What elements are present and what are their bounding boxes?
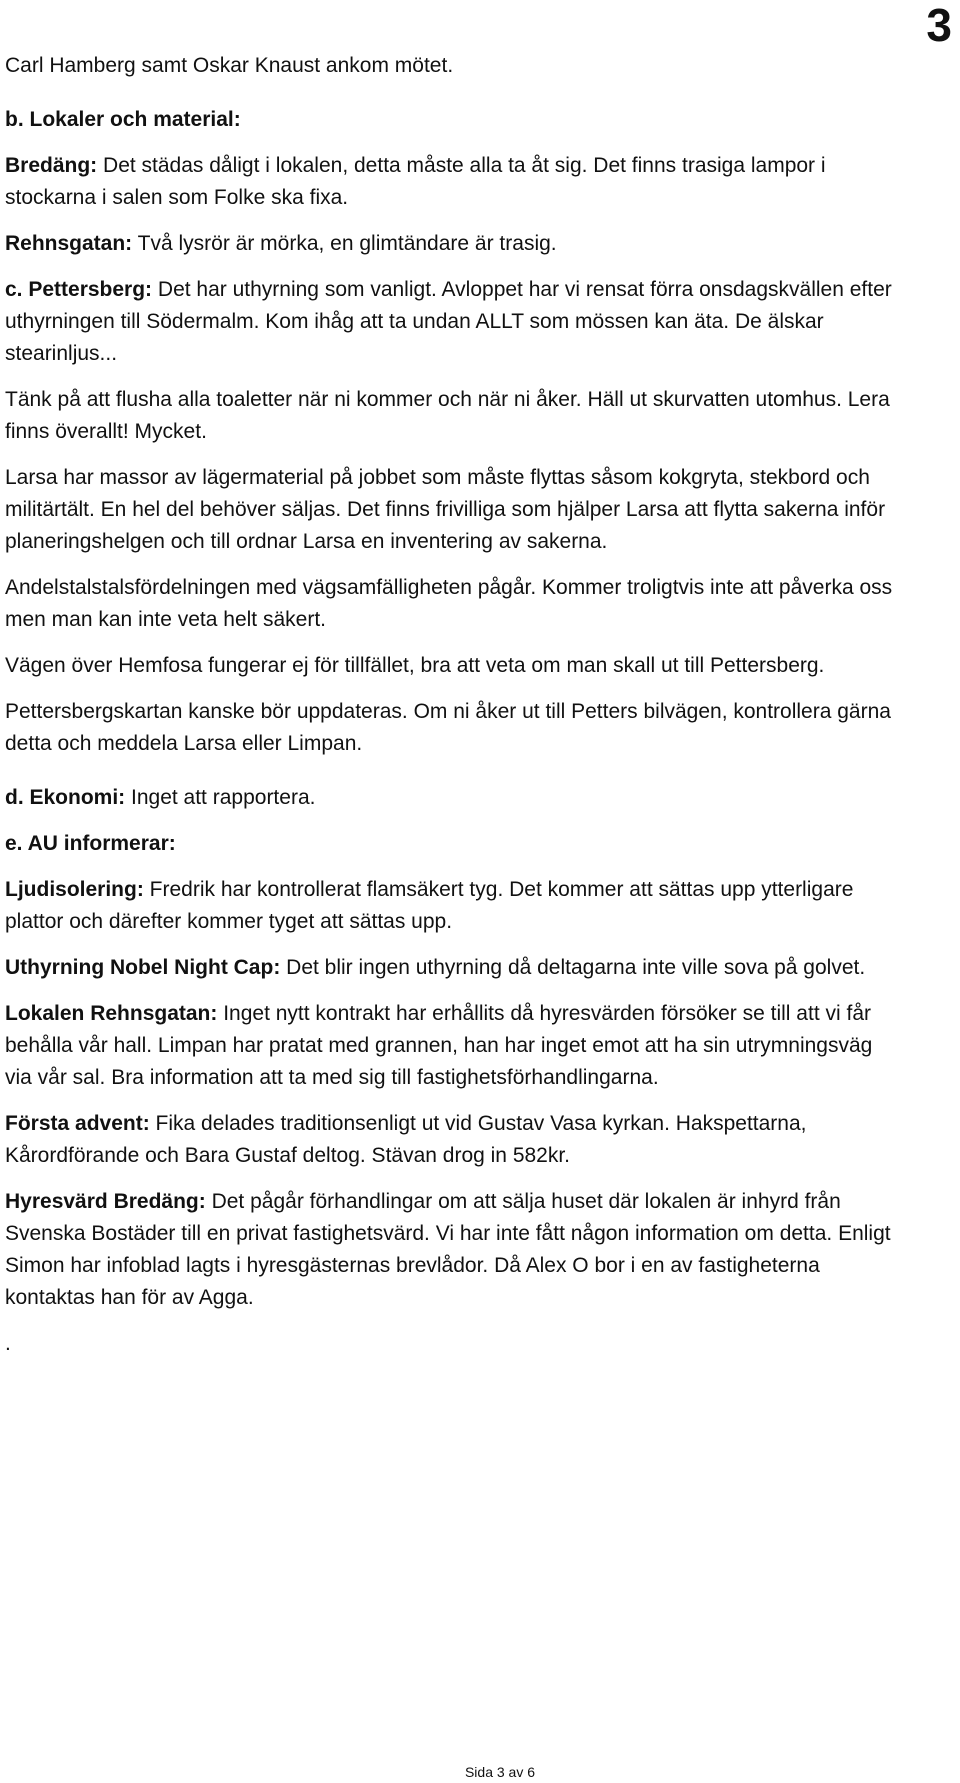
label-bredang: Bredäng: xyxy=(5,154,98,177)
label-ljudisolering: Ljudisolering: xyxy=(5,878,144,901)
paragraph-andelstal: Andelstalstalsfördelningen med vägsamfälligheten pågår. Kommer troligtvis inte att påverka oss men man kan inte veta helt säkert. xyxy=(5,576,893,631)
label-rehnsgatan: Rehnsgatan: xyxy=(5,232,133,255)
label-lokalen-rehnsgatan: Lokalen Rehnsgatan: xyxy=(5,1002,218,1025)
text-forsta-advent: Fika delades traditionsenligt ut vid Gustav Vasa kyrkan. Hakspettarna, Kårordförande och Bara Gustaf deltog. Stävan drog in 582kr. xyxy=(5,1112,807,1167)
paragraph-bredang xyxy=(5,150,905,214)
text-bredang: Det städas dåligt i lokalen, detta måste alla ta åt sig. Det finns trasiga lampor i stockarna i salen som Folke ska fixa. xyxy=(5,154,826,209)
paragraph-rehnsgatan xyxy=(5,228,905,260)
text-lokalen-rehnsgatan: Inget nytt kontrakt har erhållits då hyresvärden försöker se till att vi får behålla vår hall. Limpan har pratat med grannen, han har inget emot att ha sin utrymningsväg via vår sal. Bra information att ta med sig till fastighetsförhandlingarna. xyxy=(5,1002,873,1089)
paragraph-ekonomi xyxy=(5,782,905,814)
paragraph-trailing-dot: . xyxy=(5,1332,11,1355)
heading-au-informerar: e. AU informerar: xyxy=(5,832,176,855)
paragraph-kartan: Pettersbergskartan kanske bör uppdateras. Om ni åker ut till Petters bilvägen, kontrollera gärna detta och meddela Larsa eller Limpan. xyxy=(5,700,891,755)
text-rehnsgatan: Två lysrör är mörka, en glimtändare är trasig. xyxy=(132,232,557,255)
text-ljudisolering: Fredrik har kontrollerat flamsäkert tyg. Det kommer att sättas upp ytterligare plattor och därefter kommer tyget att sättas upp. xyxy=(5,878,854,933)
paragraph-forsta-advent xyxy=(5,1108,905,1172)
paragraph-flusha: Tänk på att flusha alla toaletter när ni kommer och när ni åker. Häll ut skurvatten utomhus. Lera finns överallt! Mycket. xyxy=(5,388,890,443)
text-ekonomi: Inget att rapportera. xyxy=(125,786,316,809)
label-ekonomi: d. Ekonomi: xyxy=(5,786,126,809)
paragraph-lagermaterial: Larsa har massor av lägermaterial på jobbet som måste flyttas såsom kokgryta, stekbord och militärtält. En hel del behöver säljas. Det finns frivilliga som hjälper Larsa att flytta sakerna inför planeringshelgen och till ordnar Larsa en inventering av sakerna. xyxy=(5,466,886,553)
text-hyresvard-bredang: Det pågår förhandlingar om att sälja huset där lokalen är inhyrd från Svenska Bostäder till en privat fastighetsvärd. Vi har inte fått någon information om detta. Enligt Simon har infoblad lagts i hyresgästernas brevlådor. Då Alex O bor i en av fastigheterna kontaktas han för av Agga. xyxy=(5,1190,891,1309)
text-nobel-night-cap: Det blir ingen uthyrning då deltagarna inte ville sova på golvet. xyxy=(280,956,866,979)
heading-lokaler: b. Lokaler och material: xyxy=(5,108,241,131)
page-footer: Sida 3 av 6 xyxy=(464,1764,536,1780)
paragraph-pettersberg xyxy=(5,274,905,370)
label-nobel-night-cap: Uthyrning Nobel Night Cap: xyxy=(5,956,281,979)
label-forsta-advent: Första advent: xyxy=(5,1112,150,1135)
label-hyresvard-bredang: Hyresvärd Bredäng: xyxy=(5,1190,206,1213)
paragraph-hemfosa: Vägen över Hemfosa fungerar ej för tillfället, bra att veta om man skall ut till Pettersberg. xyxy=(5,654,825,677)
document-body xyxy=(5,50,905,1374)
paragraph-ljudisolering xyxy=(5,874,905,938)
label-pettersberg: c. Pettersberg: xyxy=(5,278,153,301)
page-number: 3 xyxy=(926,0,952,51)
text-pettersberg: Det har uthyrning som vanligt. Avloppet har vi rensat förra onsdagskvällen efter uthyrningen till Södermalm. Kom ihåg att ta undan ALLT som mössen kan äta. De älskar stearinljus... xyxy=(5,278,892,365)
paragraph-hyresvard-bredang xyxy=(5,1186,905,1314)
paragraph-lokalen-rehnsgatan xyxy=(5,998,905,1094)
paragraph-nobel-night-cap xyxy=(5,952,905,984)
paragraph-attendance: Carl Hamberg samt Oskar Knaust ankom mötet. xyxy=(5,54,454,77)
